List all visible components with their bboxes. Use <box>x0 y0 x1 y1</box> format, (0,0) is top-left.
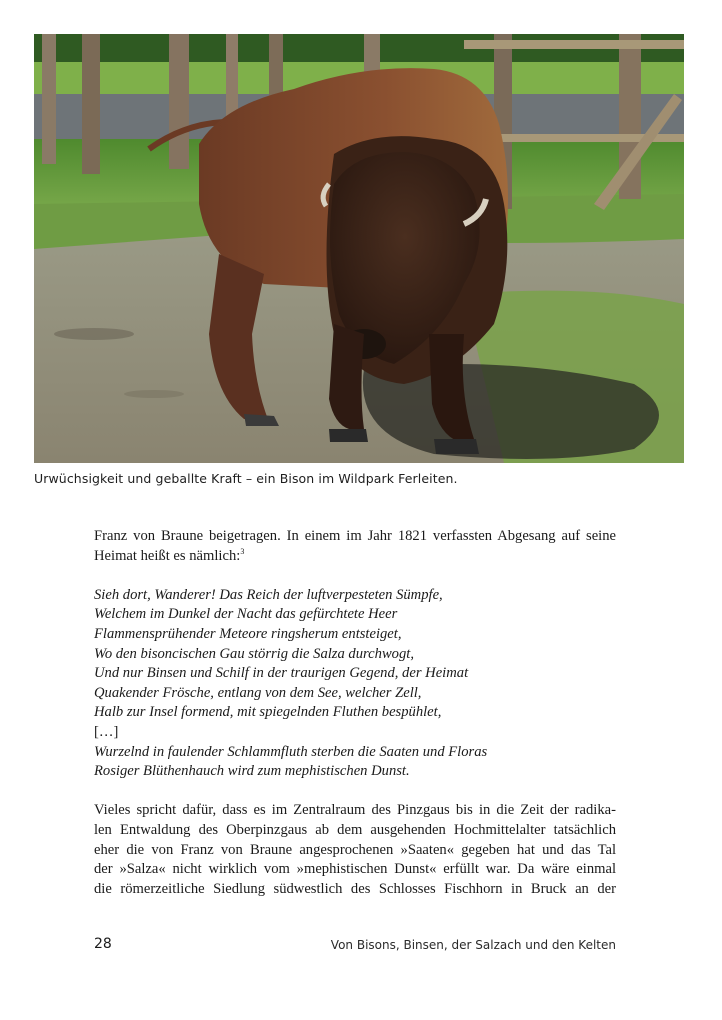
paragraph-line: Franz von Braune beigetragen. In einem im Jahr 1821 verfassten Abgesang auf seine <box>94 528 616 544</box>
paragraph-line <box>94 547 616 567</box>
poem-line: Flammensprühender Meteore ringsherum entsteiget, <box>94 625 402 642</box>
poem-ellipsis: […] <box>94 723 119 740</box>
poem-line: Rosiger Blüthenhauch wird zum mephistischen Dunst. <box>94 763 410 780</box>
poem-line: Wo den bisoncischen Gau störrig die Salza durchwogt, <box>94 645 414 662</box>
page-number: 28 <box>94 936 112 952</box>
poem-line: Wurzelnd in faulender Schlammfluth sterben die Saaten und Floras <box>94 743 488 760</box>
poem-line: Und nur Binsen und Schilf in der traurigen Gegend, der Heimat <box>94 665 469 682</box>
paragraph-line: die römerzeitliche Siedlung südwestlich des Schlosses Fischhorn in Bruck an der <box>94 880 616 897</box>
poem-line: Quakender Frösche, entlang von dem See, welcher Zell, <box>94 684 422 701</box>
paragraph-line: Vieles spricht dafür, dass es im Zentralraum des Pinzgaus bis in die Zeit der radika- <box>94 802 616 819</box>
running-title: Von Bisons, Binsen, der Salzach und den Kelten <box>330 938 616 952</box>
paragraph-line: eher die von Franz von Braune angesprochenen »Saaten« gegeben hat und das Tal <box>94 841 616 858</box>
page-footer <box>94 936 616 956</box>
footnote-reference[interactable]: 3 <box>240 546 245 556</box>
poem-line: Sieh dort, Wanderer! Das Reich der luftverpesteten Sümpfe, <box>94 586 443 603</box>
figure-caption: Urwüchsigkeit und geballte Kraft – ein Bison im Wildpark Ferleiten. <box>34 471 458 486</box>
poem-line: Welchem im Dunkel der Nacht das gefürchtete Heer <box>94 606 398 623</box>
bison-photo <box>34 34 684 463</box>
paragraph-text: Heimat heißt es nämlich: <box>94 547 241 564</box>
poem-line: Halb zur Insel formend, mit spiegelnden Fluthen bespühlet, <box>94 704 442 721</box>
body-text <box>94 527 616 899</box>
paragraph-line: len Entwaldung des Oberpinzgaus ab dem ausgehenden Hochmittelalter tatsächlich <box>94 821 616 838</box>
poem-quote <box>94 586 616 782</box>
paragraph-line: der »Salza« nicht wirklich vom »mephistischen Dunst« erfüllt war. Da wäre einmal <box>94 861 616 878</box>
